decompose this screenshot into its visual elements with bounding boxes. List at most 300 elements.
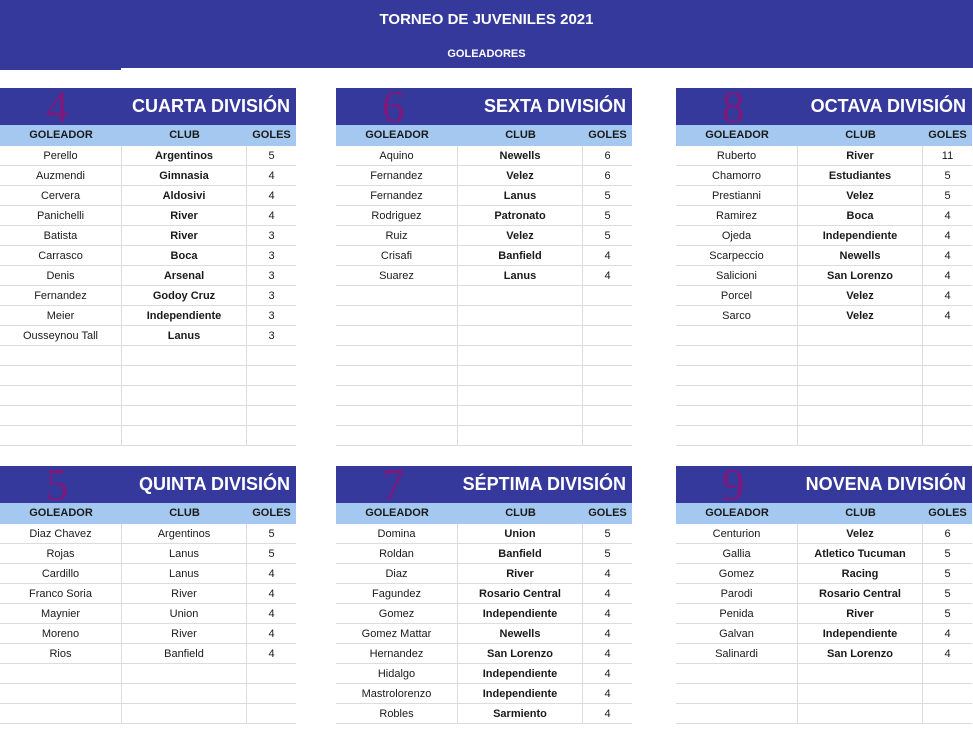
- column-header-player: GOLEADOR: [365, 129, 429, 141]
- player-cell[interactable]: [676, 346, 798, 365]
- division-panel: [676, 88, 972, 446]
- player-cell[interactable]: [336, 326, 458, 345]
- table-row: [0, 386, 296, 406]
- table-row: [0, 426, 296, 446]
- goals-cell[interactable]: [247, 406, 296, 425]
- goals-cell[interactable]: 5: [944, 170, 951, 182]
- club-cell[interactable]: Arsenal: [122, 266, 247, 285]
- header-banner: [0, 0, 973, 68]
- club-cell[interactable]: Independiente: [458, 604, 583, 623]
- club-cell[interactable]: Patronato: [458, 206, 583, 225]
- club-cell[interactable]: San Lorenzo: [798, 266, 923, 285]
- table-row: [676, 544, 972, 564]
- goals-cell[interactable]: 5: [944, 568, 951, 580]
- goals-cell[interactable]: 4: [268, 588, 275, 600]
- goals-cell[interactable]: [247, 346, 296, 365]
- table-row: [0, 186, 296, 206]
- club-cell[interactable]: Argentinos: [122, 524, 247, 543]
- goals-cell[interactable]: [583, 366, 632, 385]
- player-cell[interactable]: Gomez Mattar: [336, 624, 458, 643]
- goals-cell[interactable]: [247, 426, 296, 445]
- goals-cell[interactable]: 3: [268, 310, 275, 322]
- goals-cell[interactable]: [583, 306, 632, 325]
- player-cell[interactable]: Meier: [0, 306, 122, 325]
- player-cell[interactable]: Prestianni: [676, 186, 798, 205]
- player-cell[interactable]: [0, 406, 122, 425]
- player-cell[interactable]: [0, 386, 122, 405]
- club-cell[interactable]: [458, 286, 583, 305]
- goals-cell[interactable]: [923, 346, 972, 365]
- club-cell[interactable]: Gimnasia: [122, 166, 247, 185]
- club-cell[interactable]: River: [122, 624, 247, 643]
- column-header-goals: GOLES: [588, 129, 627, 141]
- player-cell[interactable]: Ruberto: [676, 146, 798, 165]
- club-cell[interactable]: [458, 326, 583, 345]
- table-row: [0, 326, 296, 346]
- player-cell[interactable]: [336, 386, 458, 405]
- player-cell[interactable]: Ousseynou Tall: [0, 326, 122, 345]
- player-cell[interactable]: [676, 326, 798, 345]
- club-cell[interactable]: Lanus: [458, 266, 583, 285]
- goals-cell[interactable]: 3: [268, 330, 275, 342]
- player-cell[interactable]: Salicioni: [676, 266, 798, 285]
- goals-cell[interactable]: 4: [604, 568, 611, 580]
- player-cell[interactable]: [676, 366, 798, 385]
- club-cell[interactable]: Independiente: [458, 664, 583, 683]
- player-cell[interactable]: Maynier: [0, 604, 122, 623]
- club-cell[interactable]: [798, 386, 923, 405]
- goals-cell[interactable]: [923, 326, 972, 345]
- club-cell[interactable]: Godoy Cruz: [122, 286, 247, 305]
- table-row: [676, 186, 972, 206]
- club-cell[interactable]: Aldosivi: [122, 186, 247, 205]
- goals-cell[interactable]: 5: [944, 548, 951, 560]
- table-row: [336, 684, 632, 704]
- table-row: [336, 644, 632, 664]
- club-cell[interactable]: [122, 406, 247, 425]
- player-cell[interactable]: Diaz: [336, 564, 458, 583]
- club-cell[interactable]: Argentinos: [122, 146, 247, 165]
- division-header: [0, 466, 296, 503]
- goals-cell[interactable]: [583, 346, 632, 365]
- table-row: [336, 704, 632, 724]
- club-cell[interactable]: [798, 704, 923, 723]
- page-subtitle: GOLEADORES: [447, 48, 526, 60]
- goals-cell[interactable]: 4: [268, 628, 275, 640]
- goals-cell[interactable]: [247, 664, 296, 683]
- club-cell[interactable]: [458, 366, 583, 385]
- goals-cell[interactable]: 5: [604, 210, 611, 222]
- goals-cell[interactable]: 4: [604, 628, 611, 640]
- goals-cell[interactable]: 4: [604, 270, 611, 282]
- club-cell[interactable]: Velez: [798, 186, 923, 205]
- player-cell[interactable]: Sarco: [676, 306, 798, 325]
- club-cell[interactable]: Lanus: [458, 186, 583, 205]
- club-cell[interactable]: Boca: [798, 206, 923, 225]
- player-cell[interactable]: Hidalgo: [336, 664, 458, 683]
- table-row: [0, 206, 296, 226]
- goals-cell[interactable]: 6: [604, 170, 611, 182]
- goals-cell[interactable]: 4: [604, 688, 611, 700]
- goals-cell[interactable]: 4: [944, 230, 951, 242]
- goals-cell[interactable]: [247, 704, 296, 723]
- goals-cell[interactable]: [583, 386, 632, 405]
- goals-cell[interactable]: 3: [268, 270, 275, 282]
- goals-cell[interactable]: 4: [944, 648, 951, 660]
- player-cell[interactable]: Chamorro: [676, 166, 798, 185]
- table-row: [0, 366, 296, 386]
- goals-cell[interactable]: 4: [944, 290, 951, 302]
- player-cell[interactable]: Suarez: [336, 266, 458, 285]
- goals-cell[interactable]: 4: [944, 250, 951, 262]
- club-cell[interactable]: San Lorenzo: [798, 644, 923, 663]
- player-cell[interactable]: Fernandez: [0, 286, 122, 305]
- table-row: [676, 326, 972, 346]
- club-cell[interactable]: [798, 426, 923, 445]
- club-cell[interactable]: Lanus: [122, 564, 247, 583]
- goals-cell[interactable]: 3: [268, 250, 275, 262]
- club-cell[interactable]: Independiente: [798, 226, 923, 245]
- goals-cell[interactable]: 3: [268, 230, 275, 242]
- player-cell[interactable]: [676, 406, 798, 425]
- player-cell[interactable]: Carrasco: [0, 246, 122, 265]
- player-cell[interactable]: [0, 346, 122, 365]
- club-cell[interactable]: Newells: [458, 146, 583, 165]
- club-cell[interactable]: Banfield: [458, 544, 583, 563]
- player-cell[interactable]: [336, 406, 458, 425]
- goals-cell[interactable]: 4: [268, 648, 275, 660]
- player-cell[interactable]: Denis: [0, 266, 122, 285]
- table-row: [336, 166, 632, 186]
- player-cell[interactable]: [336, 306, 458, 325]
- column-header-player: GOLEADOR: [705, 129, 769, 141]
- division-title: OCTAVA DIVISIÓN: [810, 96, 966, 116]
- club-cell[interactable]: [458, 426, 583, 445]
- table-row: [676, 246, 972, 266]
- table-row: [0, 684, 296, 704]
- player-cell[interactable]: [336, 366, 458, 385]
- player-cell[interactable]: [676, 426, 798, 445]
- goals-cell[interactable]: 4: [604, 608, 611, 620]
- table-row: [0, 664, 296, 684]
- goals-cell[interactable]: [583, 326, 632, 345]
- club-cell[interactable]: Racing: [798, 564, 923, 583]
- player-cell[interactable]: Fernandez: [336, 166, 458, 185]
- table-row: [676, 564, 972, 584]
- goals-cell[interactable]: [923, 366, 972, 385]
- club-cell[interactable]: Velez: [458, 226, 583, 245]
- club-cell[interactable]: River: [798, 604, 923, 623]
- goals-cell[interactable]: [247, 366, 296, 385]
- player-cell[interactable]: Fernandez: [336, 186, 458, 205]
- player-cell[interactable]: Rodriguez: [336, 206, 458, 225]
- goals-cell[interactable]: [247, 386, 296, 405]
- player-cell[interactable]: Porcel: [676, 286, 798, 305]
- goals-cell[interactable]: 5: [604, 190, 611, 202]
- club-cell[interactable]: Rosario Central: [458, 584, 583, 603]
- club-cell[interactable]: Estudiantes: [798, 166, 923, 185]
- goals-cell[interactable]: 3: [268, 290, 275, 302]
- player-cell[interactable]: Hernandez: [336, 644, 458, 663]
- player-cell[interactable]: Aquino: [336, 146, 458, 165]
- goals-cell[interactable]: 4: [944, 270, 951, 282]
- player-cell[interactable]: Auzmendi: [0, 166, 122, 185]
- goals-cell[interactable]: [583, 426, 632, 445]
- goals-cell[interactable]: 4: [944, 628, 951, 640]
- table-row: [0, 564, 296, 584]
- player-cell[interactable]: Rojas: [0, 544, 122, 563]
- player-cell[interactable]: Penida: [676, 604, 798, 623]
- goals-cell[interactable]: [923, 386, 972, 405]
- page-title: TORNEO DE JUVENILES 2021: [379, 11, 594, 28]
- player-cell[interactable]: Moreno: [0, 624, 122, 643]
- player-cell[interactable]: Ramirez: [676, 206, 798, 225]
- table-row: [0, 146, 296, 166]
- column-header-row: [0, 125, 296, 146]
- club-cell[interactable]: Banfield: [458, 246, 583, 265]
- table-row: [336, 346, 632, 366]
- goals-cell[interactable]: [923, 406, 972, 425]
- club-cell[interactable]: [122, 684, 247, 703]
- goals-cell[interactable]: 5: [604, 548, 611, 560]
- banner-notch: [0, 68, 121, 70]
- club-cell[interactable]: Independiente: [798, 624, 923, 643]
- player-cell[interactable]: Roldan: [336, 544, 458, 563]
- player-cell[interactable]: [676, 704, 798, 723]
- club-cell[interactable]: Velez: [798, 306, 923, 325]
- player-cell[interactable]: Franco Soria: [0, 584, 122, 603]
- table-row: [676, 286, 972, 306]
- player-cell[interactable]: [0, 426, 122, 445]
- player-cell[interactable]: [676, 664, 798, 683]
- club-cell[interactable]: Atletico Tucuman: [798, 544, 923, 563]
- club-cell[interactable]: Velez: [458, 166, 583, 185]
- table-row: [336, 186, 632, 206]
- club-cell[interactable]: Lanus: [122, 326, 247, 345]
- goals-cell[interactable]: [923, 426, 972, 445]
- club-cell[interactable]: Independiente: [122, 306, 247, 325]
- division-number: 7: [382, 466, 405, 503]
- player-cell[interactable]: [0, 684, 122, 703]
- club-cell[interactable]: River: [458, 564, 583, 583]
- table-row: [676, 604, 972, 624]
- player-cell[interactable]: Gomez: [336, 604, 458, 623]
- goals-cell[interactable]: 4: [604, 648, 611, 660]
- player-cell[interactable]: Domina: [336, 524, 458, 543]
- goals-cell[interactable]: 5: [944, 608, 951, 620]
- player-cell[interactable]: Gallia: [676, 544, 798, 563]
- player-cell[interactable]: Mastrolorenzo: [336, 684, 458, 703]
- table-row: [676, 366, 972, 386]
- player-cell[interactable]: Rios: [0, 644, 122, 663]
- goals-cell[interactable]: 4: [604, 250, 611, 262]
- club-cell[interactable]: Boca: [122, 246, 247, 265]
- table-row: [336, 206, 632, 226]
- table-row: [676, 386, 972, 406]
- goals-cell[interactable]: 4: [268, 568, 275, 580]
- table-row: [336, 564, 632, 584]
- club-cell[interactable]: River: [122, 226, 247, 245]
- club-cell[interactable]: Lanus: [122, 544, 247, 563]
- table-row: [0, 524, 296, 544]
- goals-cell[interactable]: 11: [941, 150, 954, 162]
- player-cell[interactable]: Centurion: [676, 524, 798, 543]
- column-header-player: GOLEADOR: [29, 129, 93, 141]
- club-cell[interactable]: [798, 684, 923, 703]
- club-cell[interactable]: Sarmiento: [458, 704, 583, 723]
- column-header-row: [676, 125, 972, 146]
- player-cell[interactable]: Gomez: [676, 564, 798, 583]
- table-row: [676, 306, 972, 326]
- goals-cell[interactable]: 6: [944, 528, 951, 540]
- club-cell[interactable]: [458, 306, 583, 325]
- division-panel: [676, 466, 972, 724]
- table-row: [676, 206, 972, 226]
- player-cell[interactable]: Diaz Chavez: [0, 524, 122, 543]
- club-cell[interactable]: [122, 346, 247, 365]
- player-cell[interactable]: Cardillo: [0, 564, 122, 583]
- club-cell[interactable]: [122, 704, 247, 723]
- goals-cell[interactable]: 4: [268, 190, 275, 202]
- table-row: [676, 346, 972, 366]
- division-header: [676, 88, 972, 125]
- player-cell[interactable]: [676, 386, 798, 405]
- club-cell[interactable]: Velez: [798, 286, 923, 305]
- goals-cell[interactable]: [583, 286, 632, 305]
- table-row: [0, 406, 296, 426]
- player-cell[interactable]: [0, 366, 122, 385]
- goals-cell[interactable]: [923, 684, 972, 703]
- table-row: [336, 226, 632, 246]
- player-cell[interactable]: [336, 286, 458, 305]
- player-cell[interactable]: Robles: [336, 704, 458, 723]
- table-row: [0, 704, 296, 724]
- club-cell[interactable]: [798, 346, 923, 365]
- table-row: [0, 604, 296, 624]
- player-cell[interactable]: Panichelli: [0, 206, 122, 225]
- goals-cell[interactable]: 4: [268, 608, 275, 620]
- goals-cell[interactable]: 5: [944, 190, 951, 202]
- player-cell[interactable]: Galvan: [676, 624, 798, 643]
- goals-cell[interactable]: [923, 704, 972, 723]
- club-cell[interactable]: [798, 664, 923, 683]
- club-cell[interactable]: [122, 426, 247, 445]
- club-cell[interactable]: [122, 386, 247, 405]
- club-cell[interactable]: [122, 366, 247, 385]
- goals-cell[interactable]: 4: [268, 210, 275, 222]
- club-cell[interactable]: Newells: [458, 624, 583, 643]
- goals-cell[interactable]: 5: [268, 548, 275, 560]
- club-cell[interactable]: San Lorenzo: [458, 644, 583, 663]
- table-row: [0, 544, 296, 564]
- division-title: SEXTA DIVISIÓN: [483, 96, 626, 116]
- club-cell[interactable]: [798, 366, 923, 385]
- player-cell[interactable]: Perello: [0, 146, 122, 165]
- column-header-player: GOLEADOR: [705, 507, 769, 519]
- club-cell[interactable]: River: [122, 206, 247, 225]
- column-header-goals: GOLES: [588, 507, 627, 519]
- table-row: [676, 624, 972, 644]
- club-cell[interactable]: [122, 664, 247, 683]
- club-cell[interactable]: Velez: [798, 524, 923, 543]
- table-row: [676, 146, 972, 166]
- table-row: [0, 306, 296, 326]
- player-cell[interactable]: Fagundez: [336, 584, 458, 603]
- division-panel: [0, 88, 296, 446]
- club-cell[interactable]: River: [122, 584, 247, 603]
- division-header: [336, 466, 632, 503]
- table-row: [336, 664, 632, 684]
- club-cell[interactable]: River: [798, 146, 923, 165]
- player-cell[interactable]: Batista: [0, 226, 122, 245]
- goals-cell[interactable]: 4: [944, 210, 951, 222]
- goals-cell[interactable]: 5: [604, 528, 611, 540]
- goals-cell[interactable]: 4: [268, 170, 275, 182]
- club-cell[interactable]: Rosario Central: [798, 584, 923, 603]
- goals-cell[interactable]: [923, 664, 972, 683]
- division-number: 9: [722, 466, 745, 503]
- goals-cell[interactable]: 4: [604, 708, 611, 720]
- table-row: [676, 664, 972, 684]
- club-cell[interactable]: [458, 406, 583, 425]
- column-header-row: [336, 125, 632, 146]
- goals-cell[interactable]: 4: [944, 310, 951, 322]
- goals-cell[interactable]: 5: [604, 230, 611, 242]
- division-title: SÉPTIMA DIVISIÓN: [462, 474, 626, 494]
- column-header-goals: GOLES: [252, 129, 291, 141]
- column-header-club: CLUB: [169, 507, 200, 519]
- table-row: [336, 584, 632, 604]
- division-header: [676, 466, 972, 503]
- division-title: QUINTA DIVISIÓN: [138, 474, 290, 494]
- table-row: [0, 346, 296, 366]
- goals-cell[interactable]: 5: [268, 150, 275, 162]
- club-cell[interactable]: [798, 326, 923, 345]
- goals-cell[interactable]: 5: [944, 588, 951, 600]
- player-cell[interactable]: Ruiz: [336, 226, 458, 245]
- player-cell[interactable]: [0, 664, 122, 683]
- club-cell[interactable]: Banfield: [122, 644, 247, 663]
- table-row: [336, 146, 632, 166]
- player-cell[interactable]: Ojeda: [676, 226, 798, 245]
- club-cell[interactable]: Independiente: [458, 684, 583, 703]
- player-cell[interactable]: Cervera: [0, 186, 122, 205]
- club-cell[interactable]: Union: [122, 604, 247, 623]
- club-cell[interactable]: [458, 346, 583, 365]
- club-cell[interactable]: [458, 386, 583, 405]
- player-cell[interactable]: Salinardi: [676, 644, 798, 663]
- player-cell[interactable]: Scarpeccio: [676, 246, 798, 265]
- table-row: [676, 426, 972, 446]
- club-cell[interactable]: [798, 406, 923, 425]
- goals-cell[interactable]: 5: [268, 528, 275, 540]
- goals-cell[interactable]: [583, 406, 632, 425]
- club-cell[interactable]: Union: [458, 524, 583, 543]
- player-cell[interactable]: [0, 704, 122, 723]
- player-cell[interactable]: [676, 684, 798, 703]
- player-cell[interactable]: [336, 346, 458, 365]
- goals-cell[interactable]: [247, 684, 296, 703]
- player-cell[interactable]: Parodi: [676, 584, 798, 603]
- club-cell[interactable]: Newells: [798, 246, 923, 265]
- goals-cell[interactable]: 4: [604, 588, 611, 600]
- goals-cell[interactable]: 6: [604, 150, 611, 162]
- player-cell[interactable]: Crisafi: [336, 246, 458, 265]
- table-row: [0, 584, 296, 604]
- player-cell[interactable]: [336, 426, 458, 445]
- goals-cell[interactable]: 4: [604, 668, 611, 680]
- table-row: [336, 406, 632, 426]
